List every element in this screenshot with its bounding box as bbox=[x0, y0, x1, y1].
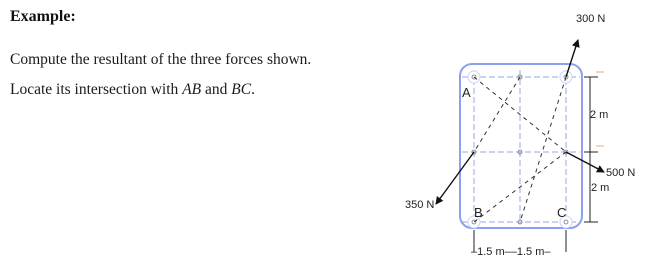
force-arrow-500n bbox=[566, 152, 604, 172]
point-c-label: C bbox=[557, 205, 567, 220]
example-heading: Example: bbox=[10, 8, 76, 25]
force-300n-label: 300 N bbox=[576, 13, 606, 25]
grid-lines bbox=[462, 70, 580, 224]
point-a-label: A bbox=[462, 85, 471, 100]
right-dimension-lines bbox=[584, 77, 598, 222]
dimension-bottom-label: –1.5 m––1.5 m– bbox=[471, 246, 551, 258]
frame-outline bbox=[460, 64, 582, 228]
line-of-action-350n bbox=[474, 77, 520, 152]
force-arrow-350n bbox=[436, 152, 474, 204]
problem-line-2-and: and bbox=[201, 81, 232, 98]
problem-line-2-start: Locate its intersection with bbox=[10, 81, 183, 98]
problem-line-1: Compute the resultant of the three forces shown. bbox=[10, 51, 312, 68]
dimension-upper-label: 2 m bbox=[590, 109, 609, 121]
segment-bc-label: BC bbox=[231, 81, 252, 98]
force-500n-label: 500 N bbox=[606, 167, 636, 179]
point-b-label: B bbox=[474, 205, 483, 220]
line-of-action-300n bbox=[520, 77, 566, 222]
force-350n-label: 350 N bbox=[405, 199, 435, 211]
segment-ab-label: AB bbox=[182, 81, 202, 98]
force-arrow-300n bbox=[566, 40, 578, 77]
problem-line-2-end: . bbox=[251, 81, 255, 98]
dimension-lower-label: 2 m bbox=[591, 182, 610, 194]
